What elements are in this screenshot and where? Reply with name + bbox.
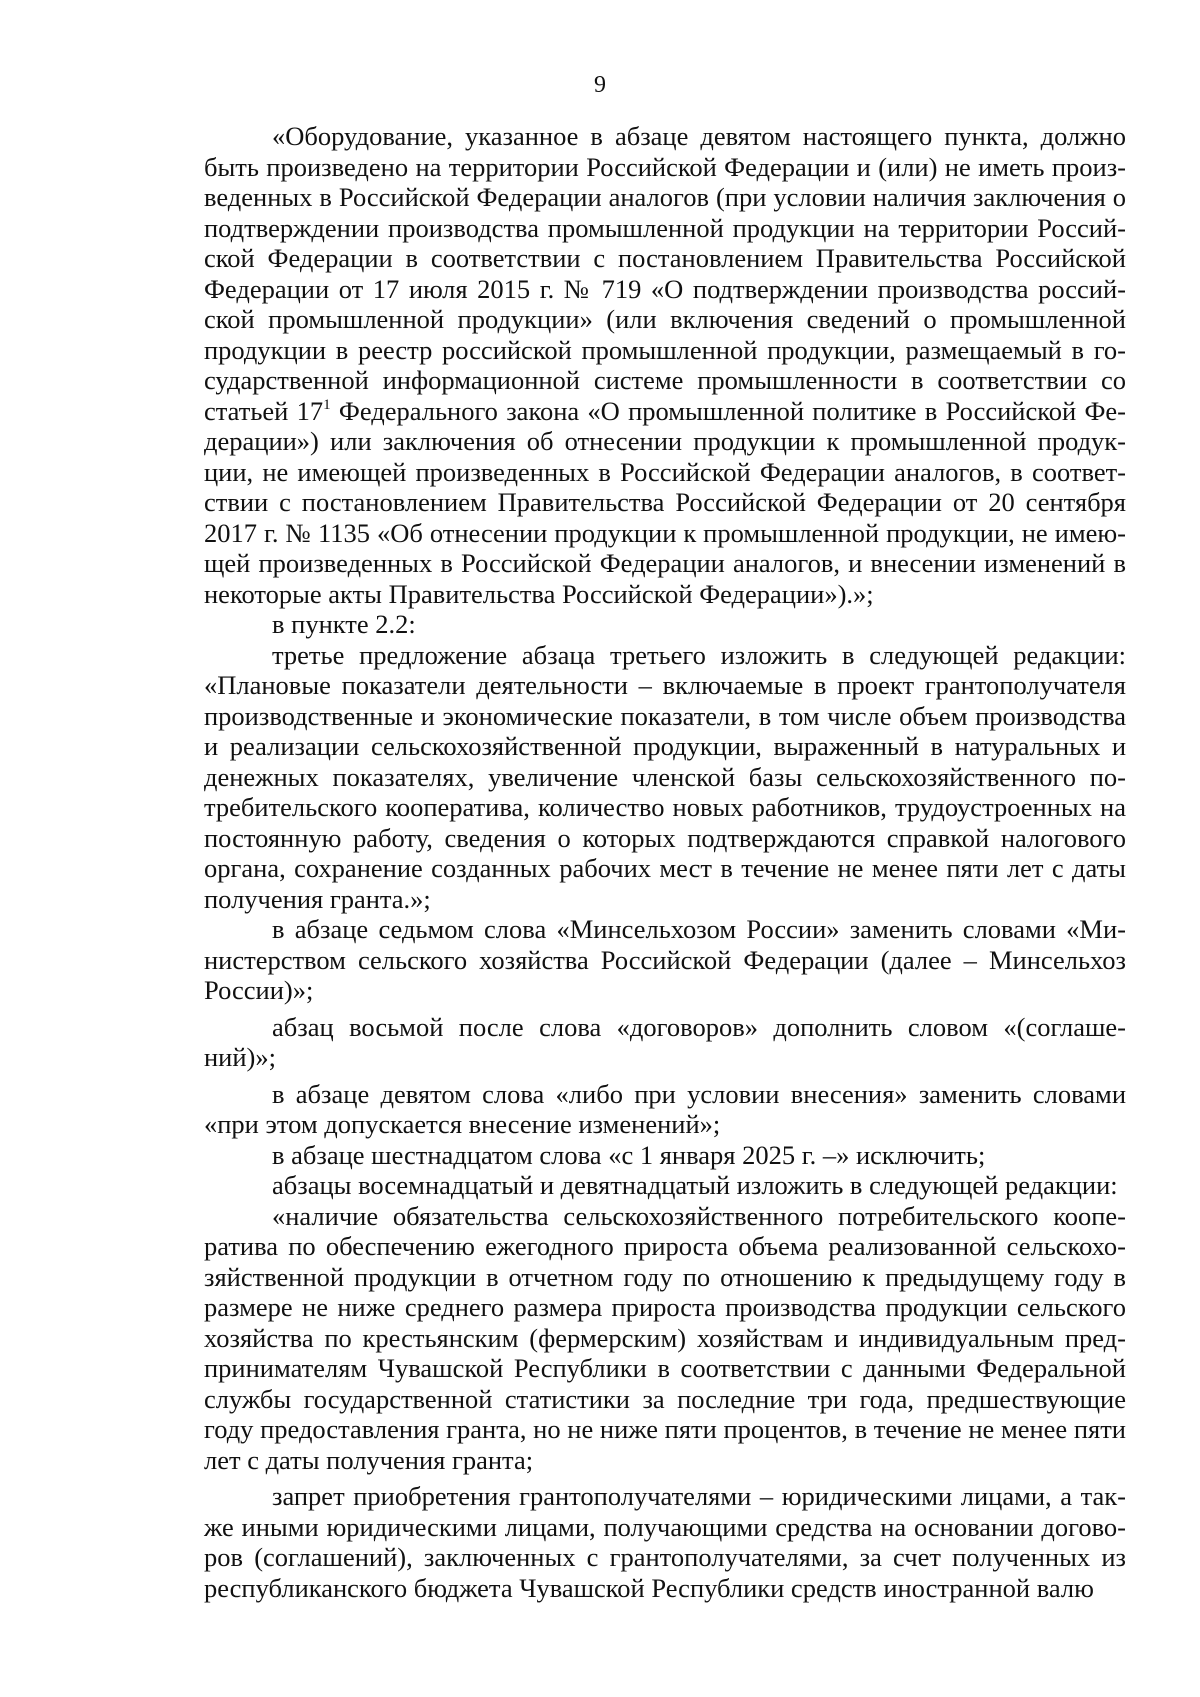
- paragraph-new-wording: абзацы восемнадцатый и девятнадцатый изложить в следующей редакции:: [272, 1170, 1118, 1200]
- paragraph-ministry-rename: в абзаце седьмом слова «Минсельхозом России» заменить словами «Министерством сельского хозяйства Российской Федерации (далее – Минсельхоз России)»;: [204, 914, 1126, 1005]
- paragraph-equipment-origin: [204, 121, 1126, 609]
- article-superscript: 1: [323, 396, 331, 413]
- paragraph-changes-allowed: в абзаце девятом слова «либо при условии внесения» заменить словами «при этом допускается внесение изменений»;: [204, 1078, 1126, 1139]
- page-number: 9: [594, 72, 606, 98]
- paragraph-text-continued: Федерального закона «О промышленной политике в Российской Федерации») или заключения об отнесении продукции к промышленной продукции, не имеющей произведенных в Российской Федерации аналогов, в соответствии с постановлением Правительства Российской Федерации от 20 сентября 2017 г. № 1135 «Об отнесении продукции к промышленной продукции, не имеющей произведенных в Российской Федерации аналогов, и внесении изменений в некоторые акты Правительства Российской Федерации»).»;: [204, 395, 1126, 609]
- paragraph-planned-indicators: третье предложение абзаца третьего изложить в следующей редакции: «Плановые показатели деятельности – включаемые в проект грантополучателя производственные и экономические показатели, в том числе объем производства и реализации сельскохозяйственной продукции, выраженный в натуральных и денежных показателях, увеличение членской базы сельскохозяйственного потребительского кооператива, количество новых работников, трудоустроенных на постоянную работу, сведения о которых подтверждаются справкой налогового органа, сохранение созданных рабочих мест в течение не менее пяти лет с даты получения гранта.»;: [204, 639, 1126, 914]
- paragraph-growth-obligation: «наличие обязательства сельскохозяйственного потребительского кооператива по обеспечению ежегодного прироста объема реализованной сельскохозяйственной продукции в отчетном году по отношению к предыдущему году в размере не ниже среднего размера прироста производства продукции сельского хозяйства по крестьянским (фермерским) хозяйствам и индивидуальным предпринимателям Чувашской Республики в соответствии с данными Федеральной службы государственной статистики за последние три года, предшествующие году предоставления гранта, но не ниже пяти процентов, в течение не менее пяти лет с даты получения гранта;: [204, 1200, 1126, 1475]
- paragraph-contracts-addition: абзац восьмой после слова «договоров» дополнить словом «(соглашений)»;: [204, 1011, 1126, 1072]
- paragraph-currency-prohibition: запрет приобретения грантополучателями – юридическими лицами, а также иными юридическими лицами, получающими средства на основании договоров (соглашений), заключенных с грантополучателями, за счет полученных из республиканского бюджета Чувашской Республики средств иностранной валю: [204, 1481, 1126, 1603]
- paragraph-item-2-2: в пункте 2.2:: [272, 609, 416, 639]
- paragraph-text: «Оборудование, указанное в абзаце девятом настоящего пункта, должно быть произведено на территории Российской Федерации и (или) не иметь произведенных в Российской Федерации аналогов (при условии наличия заключения о подтверждении производства промышленной продукции на территории Российской Федерации в соответствии с постановлением Правительства Российской Федерации от 17 июля 2015 г. № 719 «О подтверждении производства российской промышленной продукции» (или включения сведений о промышленной продукции в реестр российской промышленной продукции, размещаемый в государственной информационной системе промышленности в соответствии со статьей 17: [204, 121, 1126, 426]
- paragraph-exclusion: в абзаце шестнадцатом слова «с 1 января 2025 г. –» исключить;: [272, 1139, 986, 1170]
- document-body: [204, 121, 1126, 1603]
